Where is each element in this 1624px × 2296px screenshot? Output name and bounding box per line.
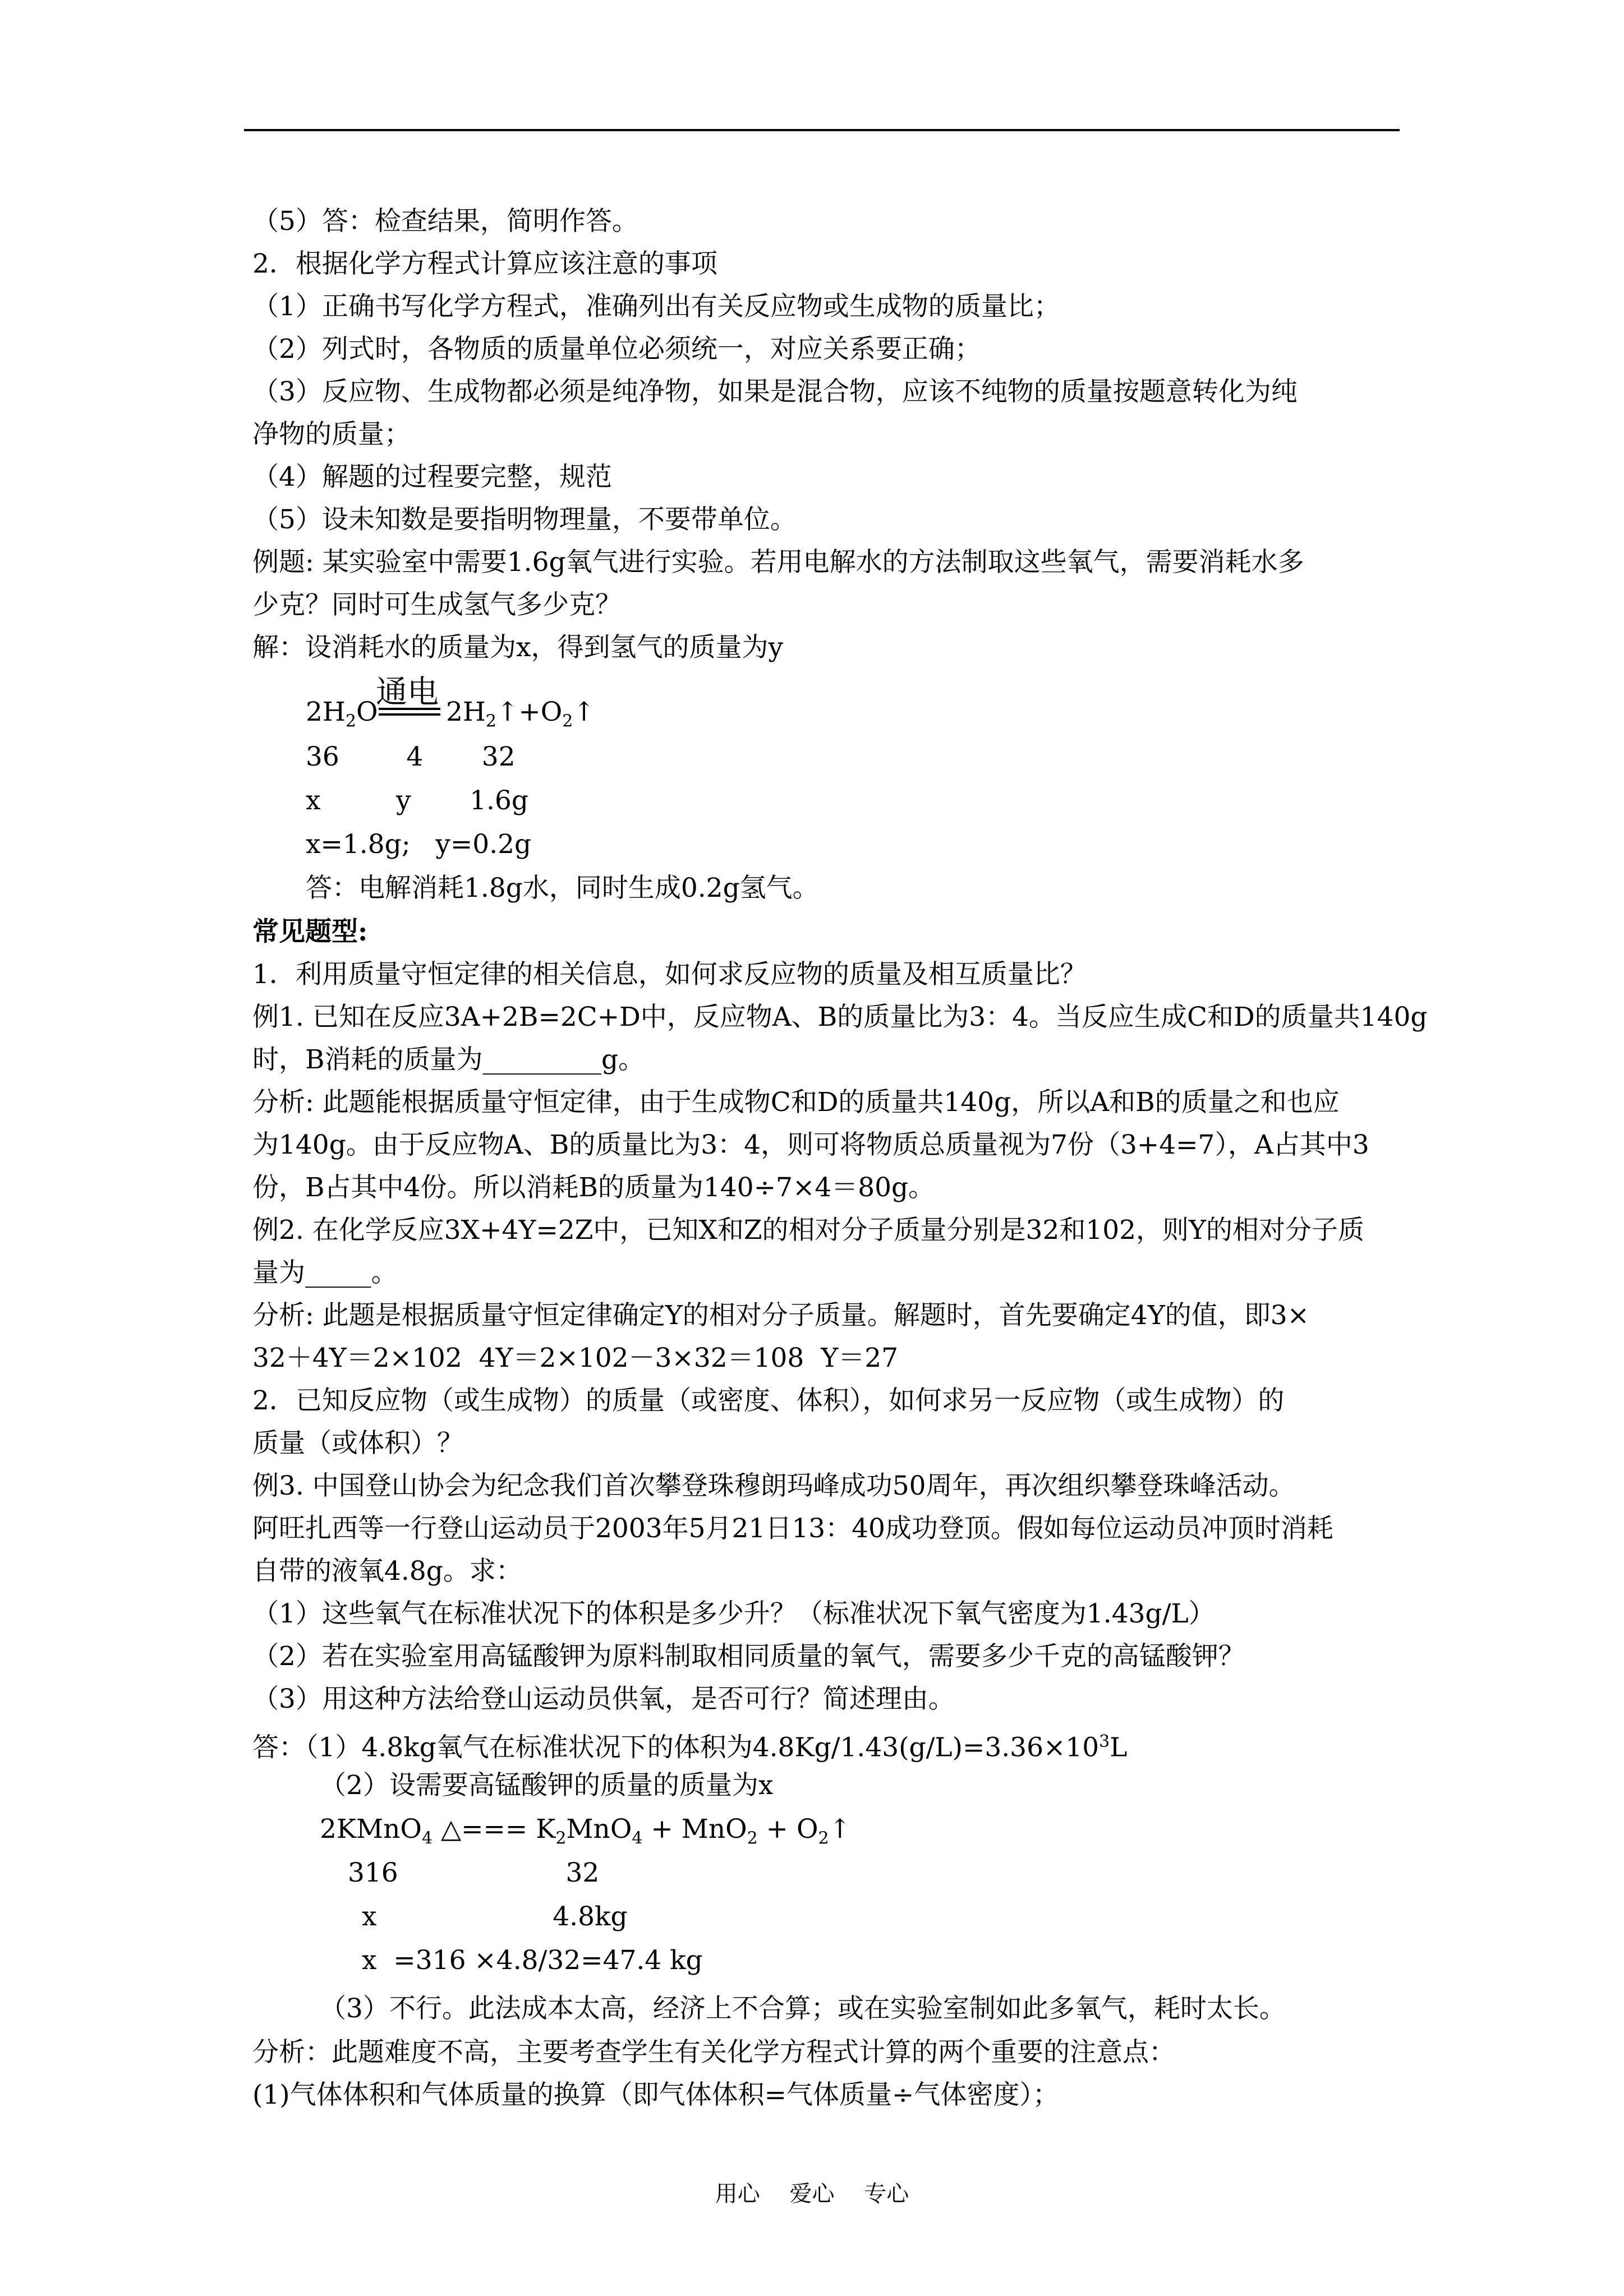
equation-double-line	[379, 708, 440, 716]
text-line: 2．根据化学方程式计算应该注意的事项	[252, 248, 717, 279]
chemical-equation-rhs: $2H_2↑+O_2↑$	[446, 697, 595, 731]
page-footer: 用心 爱心 专心	[715, 2181, 909, 2207]
text-line: 例题: 某实验室中需要1.6g氧气进行实验。若用电解水的方法制取这些氧气，需要消耗水多	[252, 547, 1304, 578]
text-line: 时，B消耗的质量为_________g。	[252, 1044, 645, 1075]
text-line: （1）正确书写化学方程式，准确列出有关反应物或生成物的质量比；	[252, 291, 1060, 322]
text-line: 解：设消耗水的质量为x，得到氢气的质量为y	[252, 632, 784, 663]
text-line: 少克？同时可生成氢气多少克？	[252, 589, 622, 620]
text-line: 阿旺扎西等一行登山运动员于2003年5月21日13：40成功登顶。假如每位运动员冲顶时消耗	[252, 1513, 1333, 1544]
text-line: 份，B占其中4份。所以消耗B的质量为140÷7×4＝80g。	[252, 1172, 935, 1203]
text-line: 例1. 已知在反应3A+2B=2C+D中，反应物A、B的质量比为3：4。当反应生成C和D的质量共140g	[252, 1002, 1428, 1032]
equation-unknown-row: x 4.8kg	[362, 1901, 628, 1932]
text-line: 例3. 中国登山协会为纪念我们首次攀登珠穆朗玛峰成功50周年，再次组织攀登珠峰活动。	[252, 1470, 1295, 1501]
equation-result-row: x=1.8g; y=0.2g	[306, 829, 532, 860]
equation-answer: 答：电解消耗1.8g水，同时生成0.2g氢气。	[306, 873, 819, 903]
equation-mass-row: 316 32	[348, 1857, 600, 1888]
section-heading: 常见题型:	[252, 916, 368, 947]
text-line: （1）这些氧气在标准状况下的体积是多少升？（标准状况下氧气密度为1.43g/L）	[252, 1598, 1215, 1629]
text-line: 1．利用质量守恒定律的相关信息，如何求反应物的质量及相互质量比？	[252, 959, 1087, 990]
equation-unknown-row: x y 1.6g	[306, 785, 528, 816]
text-line: 净物的质量；	[252, 419, 411, 450]
text-line: 为140g。由于反应物A、B的质量比为3：4，则可将物质总质量视为7份（3+4=7），A占其中3	[252, 1129, 1369, 1160]
answer-line-3: （3）不行。此法成本太高，经济上不合算；或在实验室制如此多氧气，耗时太长。	[320, 1993, 1286, 2024]
text-line: （3）用这种方法给登山运动员供氧，是否可行？简述理由。	[252, 1684, 955, 1714]
reaction-condition: 通电	[376, 674, 439, 711]
equation-result-row: x =316 ×4.8/32=47.4 kg	[362, 1945, 703, 1976]
text-line: 32＋4Y＝2×102 4Y＝2×102－3×32＝108 Y＝27	[252, 1343, 899, 1373]
text-line: （5）设未知数是要指明物理量，不要带单位。	[252, 504, 797, 535]
text-line: 分析: 此题是根据质量守恒定律确定Y的相对分子质量。解题时，首先要确定4Y的值，即3×	[252, 1300, 1310, 1331]
text-line: （4）解题的过程要完整，规范	[252, 462, 612, 492]
text-line: （3）反应物、生成物都必须是纯净物，如果是混合物，应该不纯物的质量按题意转化为纯	[252, 376, 1298, 407]
chemical-equation-2: 2KMnO$_4$ △=== $K_2MnO_4 + MnO_2$ + $O_2↑$	[320, 1814, 852, 1848]
answer-line-2: （2）设需要高锰酸钾的质量的质量为x	[320, 1770, 774, 1801]
text-line: （2）列式时，各物质的质量单位必须统一，对应关系要正确；	[252, 334, 981, 365]
text-line: 量为_____。	[252, 1257, 398, 1288]
text-line: （2）若在实验室用高锰酸钾为原料制取相同质量的氧气，需要多少千克的高锰酸钾？	[252, 1641, 1245, 1672]
equation-mass-row: 36 4 32	[306, 741, 516, 772]
text-line: 自带的液氧4.8g。求：	[252, 1556, 522, 1587]
text-line: 2．已知反应物（或生成物）的质量（或密度、体积），如何求另一反应物（或生成物）的	[252, 1385, 1285, 1416]
analysis-line: 分析：此题难度不高，主要考查学生有关化学方程式计算的两个重要的注意点：	[252, 2037, 1175, 2068]
analysis-line: (1)气体体积和气体质量的换算（即气体体积=气体质量÷气体密度）；	[252, 2080, 1059, 2110]
text-line: （5）答：检查结果，简明作答。	[252, 206, 638, 237]
text-line: 质量（或体积）？	[252, 1428, 463, 1459]
answer-line-1: 答：（1）4.8kg氧气在标准状况下的体积为$4.8Kg/1.43(g/L)=3.36\times 10^3L$	[252, 1732, 1128, 1763]
text-line: 例2. 在化学反应3X+4Y=2Z中，已知X和Z的相对分子质量分别是32和102，则Y的相对分子质	[252, 1215, 1365, 1246]
chemical-equation-lhs: $2H_2O$	[306, 697, 378, 731]
header-rule	[244, 129, 1400, 131]
text-line: 分析: 此题能根据质量守恒定律，由于生成物C和D的质量共140g，所以A和B的质量之和也应	[252, 1087, 1340, 1118]
